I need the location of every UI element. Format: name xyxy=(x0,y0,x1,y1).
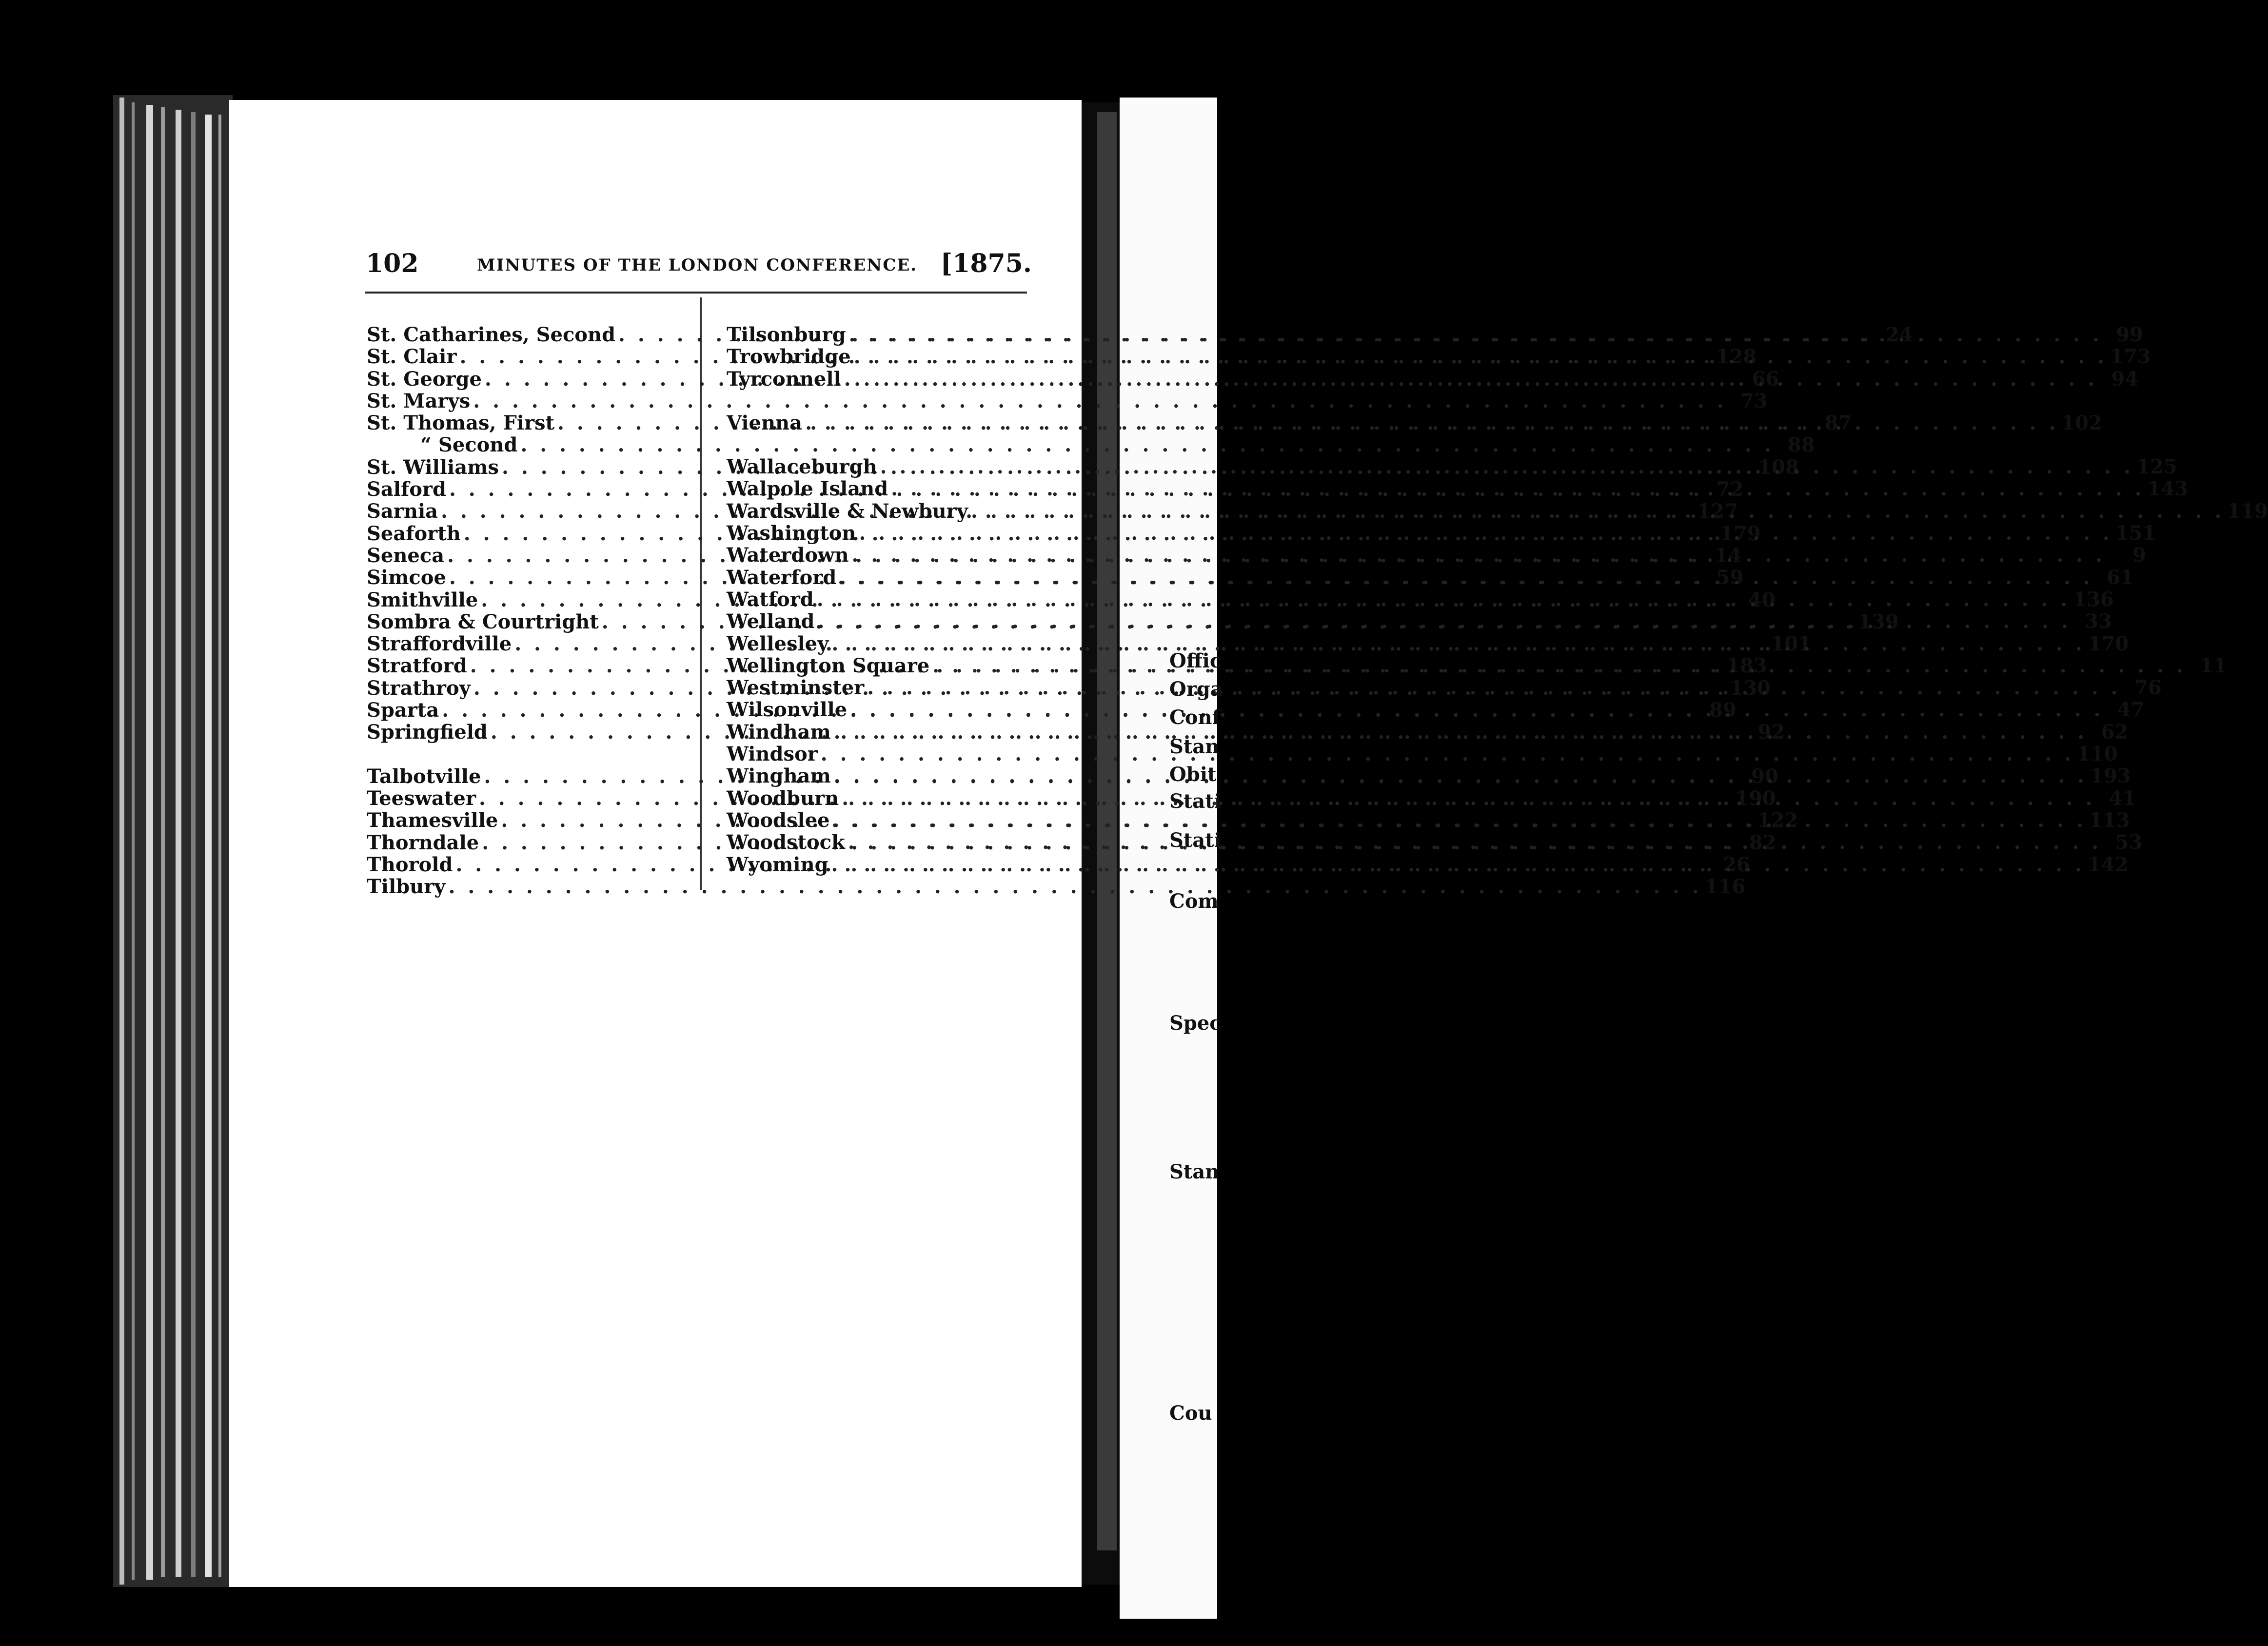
place-name: St. Clair xyxy=(367,345,457,369)
place-name: Woodburn xyxy=(727,786,839,810)
page-ref: 125 xyxy=(2136,455,2177,479)
running-title: MINUTES OF THE LONDON CONFERENCE. xyxy=(477,255,918,275)
leader-dots xyxy=(828,854,2088,876)
page-ref: 151 xyxy=(2115,522,2156,545)
place-name: Wyoming xyxy=(727,853,828,876)
page-ref: 40 xyxy=(1748,588,1775,611)
page-ref: 24 xyxy=(1885,323,1913,346)
facing-page-word: Stati xyxy=(1169,790,1222,813)
facing-page-word: Cou xyxy=(1169,1402,1212,1425)
place-name: Washington xyxy=(727,522,856,545)
page-number: 102 xyxy=(366,249,419,278)
page-ref: 59 xyxy=(1716,566,1744,589)
page-ref: 14 xyxy=(1714,544,1742,567)
year-marker: [1875. xyxy=(940,249,1032,278)
page-ref: 99 xyxy=(2116,323,2143,346)
leader-dots xyxy=(517,434,1776,456)
facing-page-text xyxy=(1169,644,1223,1448)
leader-dots xyxy=(831,721,2090,743)
facing-page-word: Orga xyxy=(1169,678,1223,701)
page-ref: 47 xyxy=(2117,698,2145,722)
leader-dots xyxy=(828,633,2088,655)
place-name: St. George xyxy=(367,367,482,391)
leader-dots xyxy=(470,390,1729,412)
place-name: Straffordville xyxy=(367,632,512,656)
place-name: Windsor xyxy=(727,743,818,766)
place-name: Springfield xyxy=(367,721,488,744)
facing-page-word: Com xyxy=(1169,890,1219,913)
facing-page-word: Stan xyxy=(1169,1160,1220,1183)
page-ref: 92 xyxy=(1757,721,1785,744)
page-ref: 76 xyxy=(2134,676,2162,700)
place-name: Wilsonville xyxy=(727,698,848,722)
leader-dots xyxy=(851,346,2110,368)
page-ref: 136 xyxy=(2073,588,2114,611)
place-name: Waterford xyxy=(727,566,837,589)
place-name: Thorold xyxy=(367,853,453,876)
place-name: Wellesley xyxy=(727,632,829,655)
facing-page-word: Obit xyxy=(1169,763,1217,786)
facing-page-word: Spec xyxy=(1169,1012,1222,1035)
leader-dots xyxy=(814,610,2073,632)
leader-dots xyxy=(831,765,2090,787)
place-name: Sparta xyxy=(367,699,439,722)
page-ref: 113 xyxy=(2089,808,2130,832)
leader-dots xyxy=(856,522,2115,544)
page-ref: 11 xyxy=(2200,654,2227,677)
place-name: St. Thomas, First xyxy=(367,412,555,435)
index-entry xyxy=(367,875,1746,899)
place-name: Simcoe xyxy=(367,566,446,589)
leader-dots xyxy=(818,743,2077,765)
place-name: Sarnia xyxy=(367,500,438,523)
page-ref: 110 xyxy=(2077,743,2118,766)
leader-dots xyxy=(836,567,2095,588)
leader-dots xyxy=(802,412,2061,434)
leader-dots xyxy=(888,478,2147,500)
leader-dots xyxy=(877,456,2136,478)
place-name: Wardsville & Newbury xyxy=(727,499,968,523)
place-name: Windham xyxy=(727,720,831,744)
page-ref: 33 xyxy=(2085,610,2112,633)
place-name: Welland xyxy=(727,610,815,633)
place-name: Wallaceburgh xyxy=(727,455,877,479)
page-ref: 9 xyxy=(2132,544,2146,567)
place-name: Thamesville xyxy=(367,809,498,832)
leader-dots xyxy=(814,588,2073,610)
page-ref: 88 xyxy=(1788,433,1815,457)
page-ref: 89 xyxy=(1709,699,1736,722)
place-name: Sombra & Courtright xyxy=(367,610,599,633)
place-name: Vienna xyxy=(727,411,803,434)
place-name: Wellington Square xyxy=(727,654,930,677)
page-ref: 62 xyxy=(2101,720,2129,744)
facing-page-word: Stan xyxy=(1169,735,1220,758)
page-ref: 53 xyxy=(2115,831,2143,854)
page-ref: 90 xyxy=(1751,764,1778,788)
page-ref: 26 xyxy=(1723,853,1750,876)
page-ref: 82 xyxy=(1749,831,1776,854)
page-ref: 102 xyxy=(2061,411,2102,434)
page-ref: 122 xyxy=(1757,809,1798,832)
place-name: Teeswater xyxy=(367,786,476,810)
page-ref: 94 xyxy=(2111,367,2139,391)
page-ref: 183 xyxy=(1726,654,1767,678)
place-name: Seneca xyxy=(367,544,445,567)
page-ref: 116 xyxy=(1704,875,1746,899)
place-name: Walpole Island xyxy=(727,477,888,501)
page-ref: 101 xyxy=(1771,632,1812,656)
place-name: Talbotville xyxy=(367,764,481,788)
place-name: Tilsonburg xyxy=(727,323,846,346)
page-ref: 87 xyxy=(1824,412,1852,435)
place-name: Tyrconnell xyxy=(727,367,841,391)
place-name: St. Marys xyxy=(367,389,471,412)
page-ref: 108 xyxy=(1758,455,1799,479)
place-name: Strathroy xyxy=(367,676,471,700)
page-ref: 130 xyxy=(1730,676,1771,700)
place-name: “ Second xyxy=(420,433,518,457)
page-ref: 170 xyxy=(2088,632,2129,655)
place-name: Smithville xyxy=(367,588,478,611)
index-entry xyxy=(367,433,1815,457)
running-head xyxy=(366,249,1032,283)
leader-dots xyxy=(929,655,2189,677)
place-name: Watford xyxy=(727,588,814,611)
place-name: Tilbury xyxy=(367,875,446,899)
place-name: St. Williams xyxy=(367,455,499,479)
place-name: Stratford xyxy=(367,654,467,678)
index-entry xyxy=(367,389,1768,412)
page-ref: 73 xyxy=(1740,389,1768,412)
page-ref: 143 xyxy=(2147,477,2189,501)
leader-dots xyxy=(864,677,2123,699)
leader-dots xyxy=(830,809,2089,831)
place-name: Thorndale xyxy=(367,831,479,854)
page-ref: 128 xyxy=(1716,345,1757,369)
page-ref: 142 xyxy=(2087,853,2129,876)
leader-dots xyxy=(841,368,2100,390)
page-ref: 139 xyxy=(1858,610,1899,633)
page-ref: 193 xyxy=(2090,764,2131,788)
place-name: Trowbridge xyxy=(727,345,851,369)
facing-page-word: Stati xyxy=(1169,829,1222,852)
header-rule xyxy=(365,292,1027,294)
leader-dots xyxy=(446,876,1705,898)
page-ref: 41 xyxy=(2109,786,2136,810)
page-edge-stack xyxy=(113,95,233,1587)
place-name: Waterdown xyxy=(727,544,849,567)
facing-page-word: Offic xyxy=(1169,649,1222,672)
leader-dots xyxy=(839,787,2098,809)
facing-page-word: Conf xyxy=(1169,706,1221,729)
place-name: St. Catharines, Second xyxy=(367,323,616,346)
page-ref: 72 xyxy=(1716,478,1744,501)
page-ref: 190 xyxy=(1735,786,1776,810)
place-name: Woodstock xyxy=(727,831,845,854)
place-name: Wingham xyxy=(727,764,831,788)
page-ref: 119 xyxy=(2227,499,2268,523)
leader-dots xyxy=(845,831,2104,853)
place-name: Seaforth xyxy=(367,522,461,545)
leader-dots xyxy=(847,699,2106,721)
page-ref: 127 xyxy=(1697,500,1738,523)
page-ref: 173 xyxy=(2110,345,2151,369)
place-name: Salford xyxy=(367,478,446,501)
page-ref: 179 xyxy=(1720,522,1761,545)
place-name: Westminster xyxy=(727,676,865,700)
leader-dots xyxy=(846,324,2105,346)
leader-dots xyxy=(968,500,2227,522)
page-ref: 66 xyxy=(1752,367,1779,391)
page-ref: 61 xyxy=(2107,566,2134,589)
leader-dots xyxy=(849,544,2108,566)
place-name: Woodslee xyxy=(727,808,830,832)
